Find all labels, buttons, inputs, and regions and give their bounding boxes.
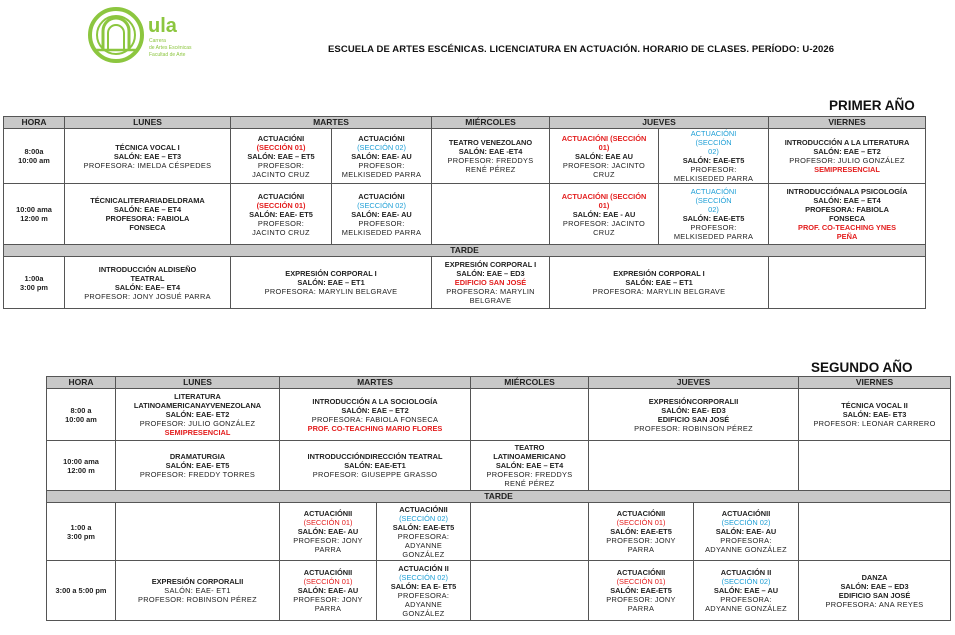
class-cell: ACTUACIÓNII (SECCIÓN 02) SALÓN: EAE- AU PROFESORA: ADYANNE GONZÁLEZ xyxy=(694,503,799,561)
class-cell: EXPRESIÓN CORPORAL I SALÓN: EAE – ET1 PROFESORA: MARYLIN BELGRAVE xyxy=(550,257,769,309)
ula-logo-emblem-icon xyxy=(86,6,216,64)
col-viernes: VIERNES xyxy=(799,377,951,389)
table-row xyxy=(4,184,926,245)
class-cell: ACTUACIÓNI (SECCIÓN 02) SALÓN: EAE- AU PROFESOR: MELKISEDED PARRA xyxy=(332,129,432,184)
document-title: ESCUELA DE ARTES ESCÉNICAS. LICENCIATURA EN ACTUACIÓN. HORARIO DE CLASES. PERÍODO: U-2026 xyxy=(328,44,835,55)
logo-brand-text: ula xyxy=(148,15,177,37)
time-cell: 10:00 ama 12:00 m xyxy=(4,184,65,245)
empty-cell xyxy=(432,184,550,245)
class-cell: ACTUACIÓNI (SECCIÓN 02) SALÓN: EAE-ET5 PROFESOR: MELKISEDED PARRA xyxy=(659,184,769,245)
empty-cell xyxy=(589,441,799,491)
time-cell: 8:00 a 10:00 am xyxy=(47,389,116,441)
class-cell: DRAMATURGIA SALÓN: EAE- ET5 PROFESOR: FREDDY TORRES xyxy=(116,441,280,491)
table-row xyxy=(4,257,926,309)
header-row xyxy=(47,377,951,389)
class-cell: EXPRESIÓN CORPORALII SALÓN: EAE- ET1 PROFESOR: ROBINSON PÉREZ xyxy=(116,561,280,621)
class-cell: ACTUACIÓNII (SECCIÓN 02) SALÓN: EAE-ET5 PROFESORA: ADYANNE GONZÁLEZ xyxy=(377,503,471,561)
class-cell: INTRODUCCIÓN ALDISEÑO TEATRAL SALÓN: EAE– ET4 PROFESOR: JONY JOSUÉ PARRA xyxy=(65,257,231,309)
class-cell: INTRODUCCIÓN A LA LITERATURA SALÓN: EAE – ET2 PROFESOR: JULIO GONZÁLEZ SEMIPRESENCIAL xyxy=(769,129,926,184)
class-cell: TEATRO LATINOAMERICANO SALÓN: EAE – ET4 PROFESOR: FREDDYS RENÉ PÉREZ xyxy=(471,441,589,491)
time-cell: 1:00a 3:00 pm xyxy=(4,257,65,309)
class-cell: TEATRO VENEZOLANO SALÓN: EAE -ET4 PROFESOR: FREDDYS RENÉ PÉREZ xyxy=(432,129,550,184)
year-1-title: PRIMER AÑO xyxy=(829,98,915,113)
class-cell: EXPRESIÓNCORPORALII SALÓN: EAE- ED3 EDIFICIO SAN JOSÉ PROFESOR: ROBINSON PÉREZ xyxy=(589,389,799,441)
col-viernes: VIERNES xyxy=(769,117,926,129)
empty-cell xyxy=(769,257,926,309)
afternoon-band xyxy=(4,245,926,257)
class-cell: EXPRESIÓN CORPORAL I SALÓN: EAE – ET1 PROFESORA: MARYLIN BELGRAVE xyxy=(231,257,432,309)
class-cell: ACTUACIÓN II (SECCIÓN 02) SALÓN: EAE – AU PROFESORA: ADYANNE GONZÁLEZ xyxy=(694,561,799,621)
table-row xyxy=(47,441,951,491)
empty-cell xyxy=(116,503,280,561)
class-cell: ACTUACIÓNII (SECCIÓN 01) SALÓN: EAE-ET5 PROFESOR: JONY PARRA xyxy=(589,503,694,561)
col-lunes: LUNES xyxy=(116,377,280,389)
afternoon-label: TARDE xyxy=(47,491,951,503)
class-cell: DANZA SALÓN: EAE – ED3 EDIFICIO SAN JOSÉ PROFESORA: ANA REYES xyxy=(799,561,951,621)
col-miercoles: MIÉRCOLES xyxy=(471,377,589,389)
logo-line-3: Facultad de Arte xyxy=(149,52,186,58)
class-cell: TÉCNICA VOCAL I SALÓN: EAE – ET3 PROFESORA: IMELDA CÉSPEDES xyxy=(65,129,231,184)
schedule-table-year-2 xyxy=(46,376,951,621)
ula-logo xyxy=(86,6,216,64)
col-jueves: JUEVES xyxy=(550,117,769,129)
col-lunes: LUNES xyxy=(65,117,231,129)
class-cell: INTRODUCCIÓN A LA SOCIOLOGÍA SALÓN: EAE – ET2 PROFESORA: FABIOLA FONSECA PROF. CO-TEACHING MARIO FLORES xyxy=(280,389,471,441)
table-row xyxy=(47,561,951,621)
logo-line-2: de Artes Escénicas xyxy=(149,45,192,51)
year-2-title: SEGUNDO AÑO xyxy=(811,360,913,375)
class-cell: LITERATURA LATINOAMERICANAYVENEZOLANA SALÓN: EAE- ET2 PROFESOR: JULIO GONZÁLEZ SEMIPRESENCIAL xyxy=(116,389,280,441)
col-hora: HORA xyxy=(4,117,65,129)
class-cell: ACTUACIÓNII (SECCIÓN 01) SALÓN: EAE-ET5 PROFESOR: JONY PARRA xyxy=(589,561,694,621)
time-cell: 3:00 a 5:00 pm xyxy=(47,561,116,621)
col-martes: MARTES xyxy=(280,377,471,389)
table-row xyxy=(47,503,951,561)
class-cell: ACTUACIÓNI (SECCIÓN 02) SALÓN: EAE-ET5 PROFESOR: MELKISEDED PARRA xyxy=(659,129,769,184)
col-miercoles: MIÉRCOLES xyxy=(432,117,550,129)
class-cell: INTRODUCCIÓNALA PSICOLOGÍA SALÓN: EAE – ET4 PROFESORA: FABIOLA FONSECA PROF. CO-TEACHING YNES PEÑA xyxy=(769,184,926,245)
empty-cell xyxy=(799,503,951,561)
header-row xyxy=(4,117,926,129)
empty-cell xyxy=(471,561,589,621)
class-cell: EXPRESIÓN CORPORAL I SALÓN: EAE – ED3 EDIFICIO SAN JOSÉ PROFESORA: MARYLIN BELGRAVE xyxy=(432,257,550,309)
empty-cell xyxy=(471,503,589,561)
afternoon-band xyxy=(47,491,951,503)
class-cell: ACTUACIÓNII (SECCIÓN 01) SALÓN: EAE- AU PROFESOR: JONY PARRA xyxy=(280,561,377,621)
class-cell: ACTUACIÓNII (SECCIÓN 01) SALÓN: EAE- AU PROFESOR: JONY PARRA xyxy=(280,503,377,561)
col-martes: MARTES xyxy=(231,117,432,129)
table-row xyxy=(4,129,926,184)
class-cell: ACTUACIÓNI (SECCIÓN 01) SALÓN: EAE- ET5 PROFESOR: JACINTO CRUZ xyxy=(231,184,332,245)
class-cell: INTRODUCCIÓNDIRECCIÓN TEATRAL SALÓN: EAE-ET1 PROFESOR: GIUSEPPE GRASSO xyxy=(280,441,471,491)
empty-cell xyxy=(799,441,951,491)
class-cell: ACTUACIÓNI (SECCIÓN 01) SALÓN: EAE - AU PROFESOR: JACINTO CRUZ xyxy=(550,184,659,245)
class-cell: TÉCNICALITERARIADELDRAMA SALÓN: EAE – ET4 PROFESORA: FABIOLA FONSECA xyxy=(65,184,231,245)
table-row xyxy=(47,389,951,441)
col-jueves: JUEVES xyxy=(589,377,799,389)
afternoon-label: TARDE xyxy=(4,245,926,257)
logo-line-1: Carrera xyxy=(149,38,166,44)
class-cell: ACTUACIÓNI (SECCIÓN 01) SALÓN: EAE – ET5 PROFESOR: JACINTO CRUZ xyxy=(231,129,332,184)
schedule-table-year-1 xyxy=(3,116,926,309)
col-hora: HORA xyxy=(47,377,116,389)
time-cell: 1:00 a 3:00 pm xyxy=(47,503,116,561)
class-cell: ACTUACIÓNI (SECCIÓN 01) SALÓN: EAE AU PROFESOR: JACINTO CRUZ xyxy=(550,129,659,184)
class-cell: ACTUACIÓN II (SECCIÓN 02) SALÓN: EA E- ET5 PROFESORA: ADYANNE GONZÁLEZ xyxy=(377,561,471,621)
time-cell: 10:00 ama 12:00 m xyxy=(47,441,116,491)
empty-cell xyxy=(471,389,589,441)
class-cell: ACTUACIÓNI (SECCIÓN 02) SALÓN: EAE- AU PROFESOR: MELKISEDED PARRA xyxy=(332,184,432,245)
time-cell: 8:00a 10:00 am xyxy=(4,129,65,184)
class-cell: TÉCNICA VOCAL II SALÓN: EAE- ET3 PROFESOR: LEONAR CARRERO xyxy=(799,389,951,441)
